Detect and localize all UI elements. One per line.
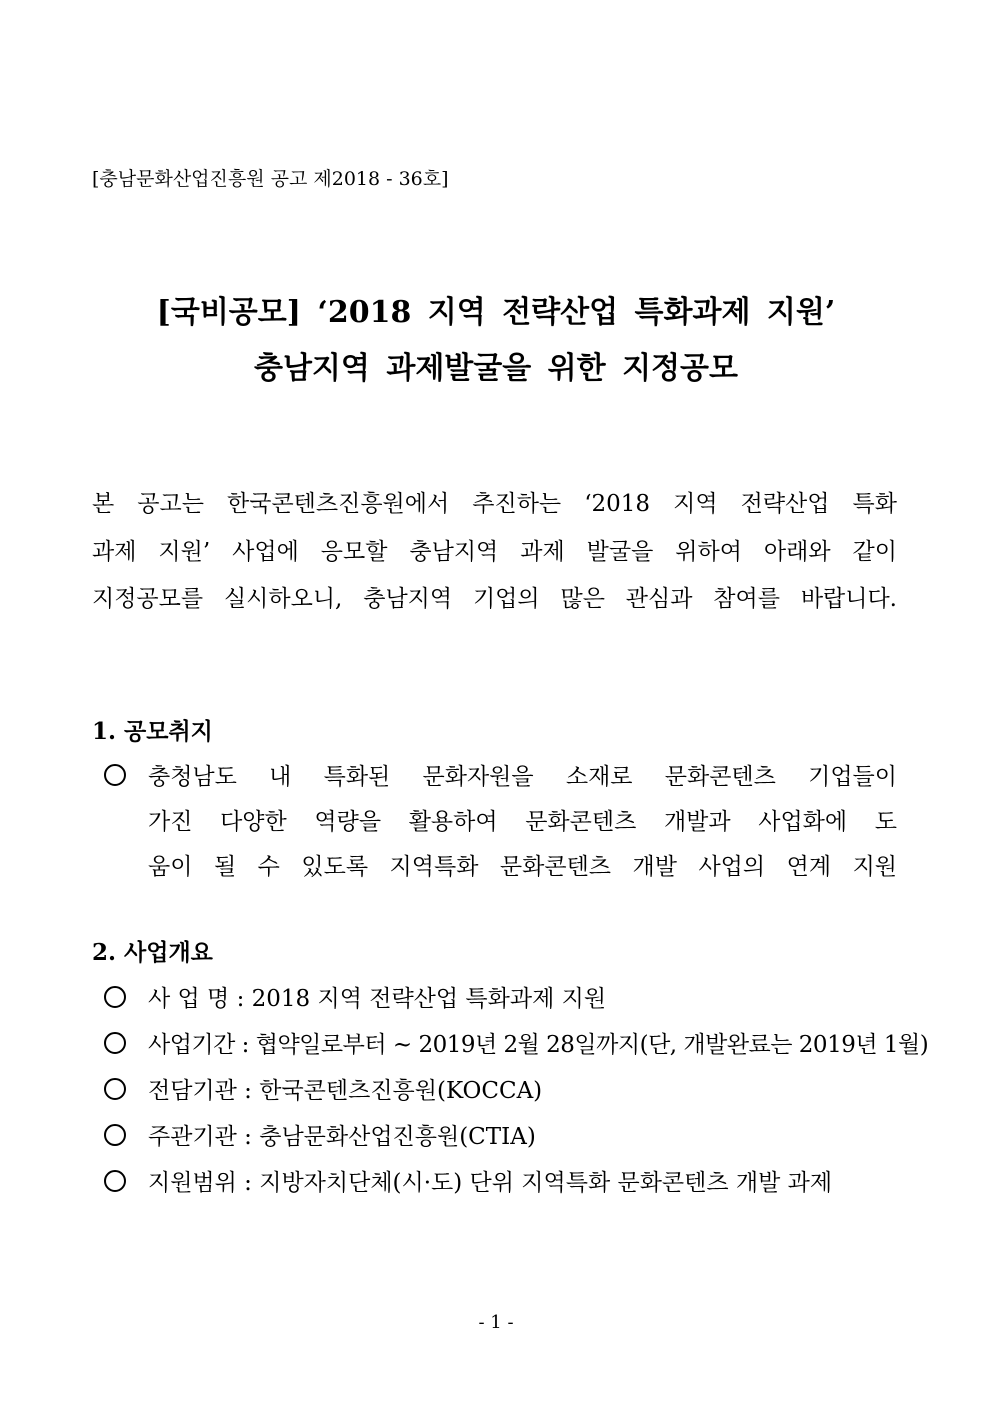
section-heading-purpose: 1. 공모취지 (92, 718, 213, 745)
overview-item-host-agency: 주관기관 : 충남문화산업진흥원(CTIA) (148, 1124, 536, 1150)
section-heading-overview: 2. 사업개요 (92, 939, 213, 966)
intro-line-2: 과제 지원’ 사업에 응모할 충남지역 과제 발굴을 위하여 아래와 같이 (92, 539, 897, 565)
bullet-circle-icon (104, 1032, 126, 1054)
overview-item-project-period: 사업기간 : 협약일로부터 ~ 2019년 2월 28일까지(단, 개발완료는 2019년 1월) (148, 1032, 929, 1058)
document-title-line-1: [국비공모] ‘2018 지역 전략산업 특화과제 지원’ (156, 295, 836, 330)
intro-line-1: 본 공고는 한국콘텐츠진흥원에서 추진하는 ‘2018 지역 전략산업 특화 (92, 491, 897, 517)
overview-item-managing-agency: 전담기관 : 한국콘텐츠진흥원(KOCCA) (148, 1078, 543, 1104)
notice-number: [충남문화산업진흥원 공고 제2018 - 36호] (92, 168, 449, 190)
intro-line-3: 지정공모를 실시하오니, 충남지역 기업의 많은 관심과 참여를 바랍니다. (92, 586, 897, 612)
document-title-line-2: 충남지역 과제발굴을 위한 지정공모 (253, 351, 739, 386)
purpose-line-3: 움이 될 수 있도록 지역특화 문화콘텐츠 개발 사업의 연계 지원 (148, 854, 897, 880)
purpose-line-2: 가진 다양한 역량을 활용하여 문화콘텐츠 개발과 사업화에 도 (148, 809, 897, 835)
overview-item-support-scope: 지원범위 : 지방자치단체(시·도) 단위 지역특화 문화콘텐츠 개발 과제 (148, 1170, 833, 1196)
overview-item-project-name: 사 업 명 : 2018 지역 전략산업 특화과제 지원 (148, 986, 607, 1012)
purpose-line-1: 충청남도 내 특화된 문화자원을 소재로 문화콘텐츠 기업들이 (148, 764, 897, 790)
bullet-circle-icon (104, 1170, 126, 1192)
bullet-circle-icon (104, 1124, 126, 1146)
page-number: - 1 - (478, 1312, 514, 1333)
bullet-circle-icon (104, 764, 126, 786)
bullet-circle-icon (104, 1078, 126, 1100)
bullet-circle-icon (104, 986, 126, 1008)
